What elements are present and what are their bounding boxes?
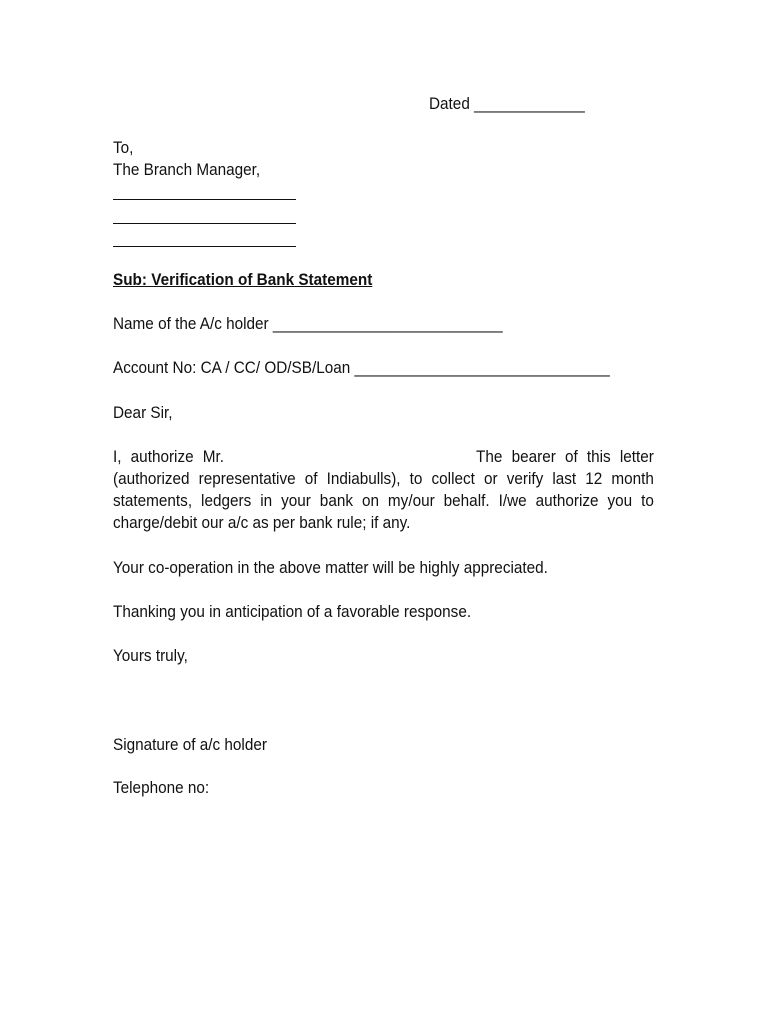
authorization-rest: The bearer of this letter (authorized representative of Indiabulls), to collect or verify last 12 month statements, ledgers in your bank on my/our behalf. I/we authorize you to charge/debit our a/c as per bank rule; if any.: [113, 447, 654, 532]
dated-line: Dated _____________: [429, 94, 585, 113]
salutation-line: Dear Sir,: [113, 403, 173, 422]
authorization-start: I, authorize Mr.: [113, 447, 225, 466]
thanks-line: Thanking you in anticipation of a favorable response.: [113, 602, 472, 621]
account-number-line: Account No: CA / CC/ OD/SB/Loan ______________________________: [113, 358, 610, 377]
account-holder-name-line: Name of the A/c holder ___________________________: [113, 314, 503, 333]
signature-line: Signature of a/c holder: [113, 735, 267, 754]
to-line: To,: [113, 138, 134, 157]
address-blank-1: [113, 199, 296, 200]
address-blank-3: [113, 246, 296, 247]
subject-line: Sub: Verification of Bank Statement: [113, 270, 373, 289]
telephone-line: Telephone no:: [113, 778, 210, 797]
address-blank-2: [113, 223, 296, 224]
closing-line: Yours truly,: [113, 646, 188, 665]
cooperation-line: Your co-operation in the above matter will be highly appreciated.: [113, 558, 548, 577]
authorization-paragraph: [113, 446, 654, 534]
recipient-line: The Branch Manager,: [113, 160, 261, 179]
